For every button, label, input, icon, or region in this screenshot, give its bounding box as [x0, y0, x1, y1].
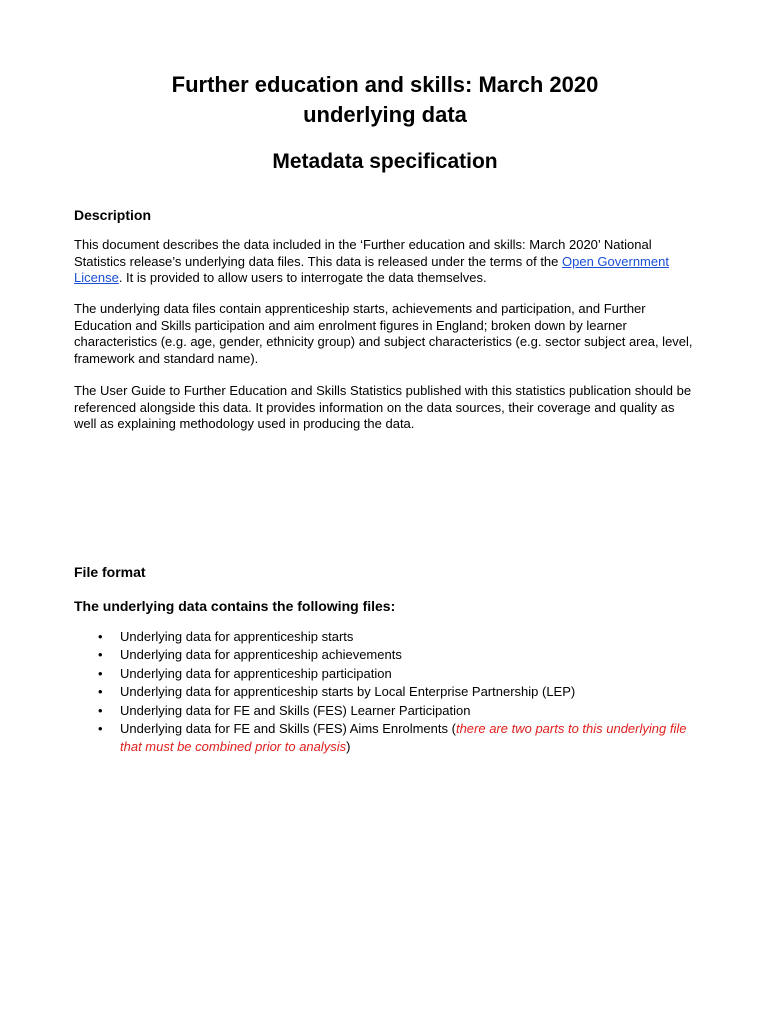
description-paragraph-2: The underlying data files contain apprenticeship starts, achievements and participation, and Further Education and Skills participation and aim enrolment figures in England; broken down by learner characteristics (e.g. age, gender, ethnicity group) and subject characteristics (e.g. sector subject area, level, framework and standard name).: [74, 301, 693, 366]
description-paragraph-3: The User Guide to Further Education and Skills Statistics published with this statistics publication should be referenced alongside this data. It provides information on the data sources, their coverage and quality as well as explaining methodology used in producing the data.: [74, 383, 692, 431]
list-item-text: Underlying data for apprenticeship starts by Local Enterprise Partnership (LEP): [120, 684, 576, 700]
bullet-icon: •: [98, 629, 103, 644]
combine-note: there are two parts to this underlying file that must be combined prior to analysis: [120, 721, 687, 755]
bullet-icon: •: [98, 721, 103, 737]
list-item-close: ): [346, 739, 351, 755]
list-item: [74, 665, 694, 683]
list-item: [74, 628, 694, 646]
bullet-icon: •: [98, 647, 103, 663]
list-item-text: Underlying data for apprenticeship participation: [120, 665, 392, 681]
list-item-text: Underlying data for FE and Skills (FES) Learner Participation: [120, 702, 471, 718]
list-item: [74, 702, 694, 720]
list-item-text: Underlying data for apprenticeship starts: [120, 629, 354, 644]
list-item-text: Underlying data for apprenticeship achievements: [120, 647, 402, 663]
para1-text-after-link: . It is provided to allow users to interrogate the data themselves.: [118, 270, 487, 285]
description-heading: Description: [74, 207, 152, 223]
list-item: [74, 683, 694, 701]
bullet-icon: •: [98, 684, 103, 700]
list-item: [74, 646, 694, 664]
page-title: [0, 70, 770, 130]
page-subtitle: Metadata specification: [272, 150, 498, 173]
list-item: [74, 720, 694, 757]
title-line-1: Further education and skills: March 2020: [171, 72, 599, 97]
bullet-icon: •: [98, 665, 103, 681]
description-paragraph-1: [74, 237, 694, 287]
para1-text-before-link: This document describes the data included in the ‘Further education and skills: March 2020’ National Statistics release’s underlying data files. This data is released under the terms of the: [74, 237, 652, 269]
open-government-license-link[interactable]: Open Government License: [74, 253, 669, 285]
file-format-heading: File format: [74, 564, 146, 580]
list-item-text: Underlying data for FE and Skills (FES) Aims Enrolments (: [120, 721, 456, 737]
file-list: [74, 628, 694, 757]
bullet-icon: •: [98, 702, 103, 718]
title-line-2: underlying data: [303, 102, 467, 127]
file-list-subheading: The underlying data contains the following files:: [74, 598, 396, 614]
